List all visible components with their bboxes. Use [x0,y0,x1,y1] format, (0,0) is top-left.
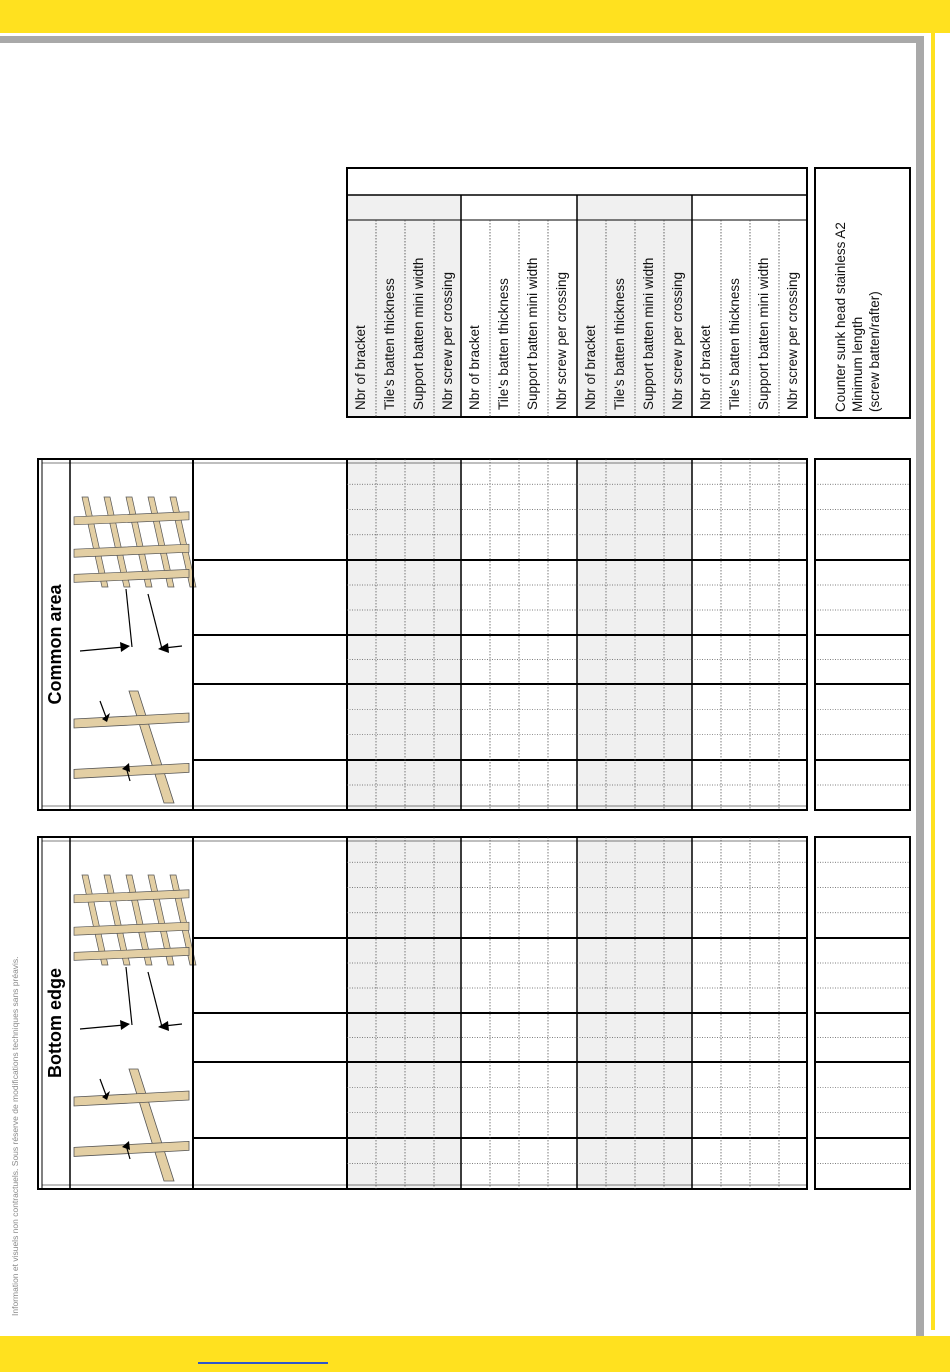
legend-header-label: Nbr screw per crossing [440,271,455,410]
legend-header-label: Tile's batten thickness [382,278,397,410]
battens-illustration [74,691,189,803]
grid-illustration [74,875,196,965]
legend-header-label: Support batten mini width [525,257,540,410]
legend-header-label: Nbr of bracket [467,325,482,410]
legend-header-label: Nbr of bracket [583,325,598,410]
screw-note-line: Counter sunk head stainless A2 [833,222,848,412]
screw-note-line: (screw batten/rafter) [867,291,882,412]
legend-header-label: Nbr screw per crossing [785,271,800,410]
gap-arrows-illustration [80,589,182,653]
gap-arrows-illustration [80,967,182,1031]
legend-header-label: Nbr screw per crossing [554,271,569,410]
legend-header-label: Support batten mini width [641,257,656,410]
screw-note-box [815,168,910,418]
legend-header-label: Tile's batten thickness [727,278,742,410]
section-title: Bottom edge [45,968,65,1078]
screw-note-line: Minimum length [850,316,865,412]
legend-header-label: Nbr screw per crossing [670,271,685,410]
legend-header-label: Support batten mini width [411,257,426,410]
legend-header-label: Support batten mini width [756,257,771,410]
legend-header-label: Nbr of bracket [698,325,713,410]
battens-illustration [74,1069,189,1181]
common-area-section [38,459,910,810]
legend-header-label: Nbr of bracket [353,325,368,410]
bottom-edge-section [38,837,910,1189]
section-title: Common area [45,584,65,705]
legend-table [347,168,807,417]
legend-header-label: Tile's batten thickness [612,278,627,410]
disclaimer-text: Information et visuels non contractuels. Sous réserve de modifications techniques sans préavis. [10,956,20,1316]
grid-illustration [74,497,196,587]
legend-header-label: Tile's batten thickness [496,278,511,410]
